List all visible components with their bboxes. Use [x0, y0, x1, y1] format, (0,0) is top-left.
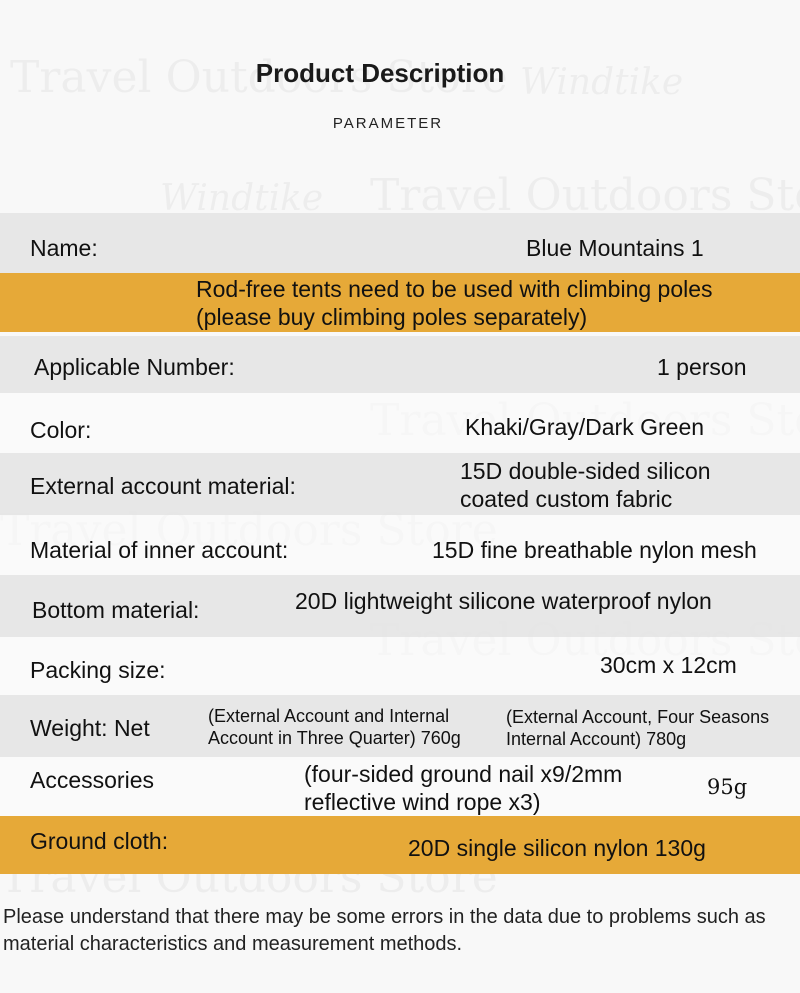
spec-label: Packing size: — [30, 657, 166, 683]
spec-value: 15D double-sided silicon — [460, 458, 711, 484]
spec-label: Weight: Net — [30, 715, 150, 741]
page-title: Product Description — [255, 58, 505, 88]
spec-value: coated custom fabric — [460, 486, 673, 512]
spec-row-external-material — [0, 453, 800, 515]
spec-row-bottom-material — [0, 575, 800, 637]
spec-row-notice — [0, 273, 800, 332]
spec-value: 15D fine breathable nylon mesh — [432, 537, 757, 563]
spec-value: reflective wind rope x3) — [304, 789, 541, 815]
accessories-weight: 95g — [707, 775, 748, 799]
page-subtitle: PARAMETER — [332, 115, 444, 132]
spec-row-name — [0, 213, 800, 273]
spec-row-accessories — [0, 757, 800, 816]
spec-row-packing-size — [0, 637, 800, 695]
spec-label: Accessories — [30, 767, 154, 793]
spec-value: 30cm x 12cm — [600, 652, 737, 678]
spec-value: 20D lightweight silicone waterproof nylon — [295, 588, 712, 614]
spec-value: Khaki/Gray/Dark Green — [465, 414, 705, 440]
spec-row-applicable-number — [0, 336, 800, 393]
spec-label: Applicable Number: — [34, 354, 235, 380]
spec-row-ground-cloth — [0, 816, 800, 874]
spec-label: Bottom material: — [32, 597, 200, 623]
weight-option: Internal Account) 780g — [506, 729, 687, 749]
spec-row-color — [0, 393, 800, 453]
spec-row-inner-material — [0, 515, 800, 575]
notice-line: (please buy climbing poles separately) — [196, 304, 588, 330]
spec-label: External account material: — [30, 473, 296, 499]
spec-label: Color: — [30, 417, 92, 443]
weight-option: Account in Three Quarter) 760g — [208, 728, 461, 748]
spec-label: Material of inner account: — [30, 537, 289, 563]
spec-value: (four-sided ground nail x9/2mm — [304, 761, 623, 787]
weight-option: (External Account and Internal — [208, 706, 450, 726]
spec-label: Ground cloth: — [30, 828, 169, 854]
spec-value: 1 person — [657, 354, 747, 380]
weight-option: (External Account, Four Seasons — [506, 707, 770, 727]
disclaimer-note: Please understand that there may be some errors in the data due to problems such as material characteristics and measurement methods. — [3, 906, 766, 955]
spec-label: Name: — [30, 235, 98, 261]
notice-line: Rod-free tents need to be used with climbing poles — [196, 276, 713, 302]
spec-value: 20D single silicon nylon 130g — [408, 835, 706, 861]
spec-value: Blue Mountains 1 — [526, 235, 704, 261]
spec-row-weight — [0, 695, 800, 757]
